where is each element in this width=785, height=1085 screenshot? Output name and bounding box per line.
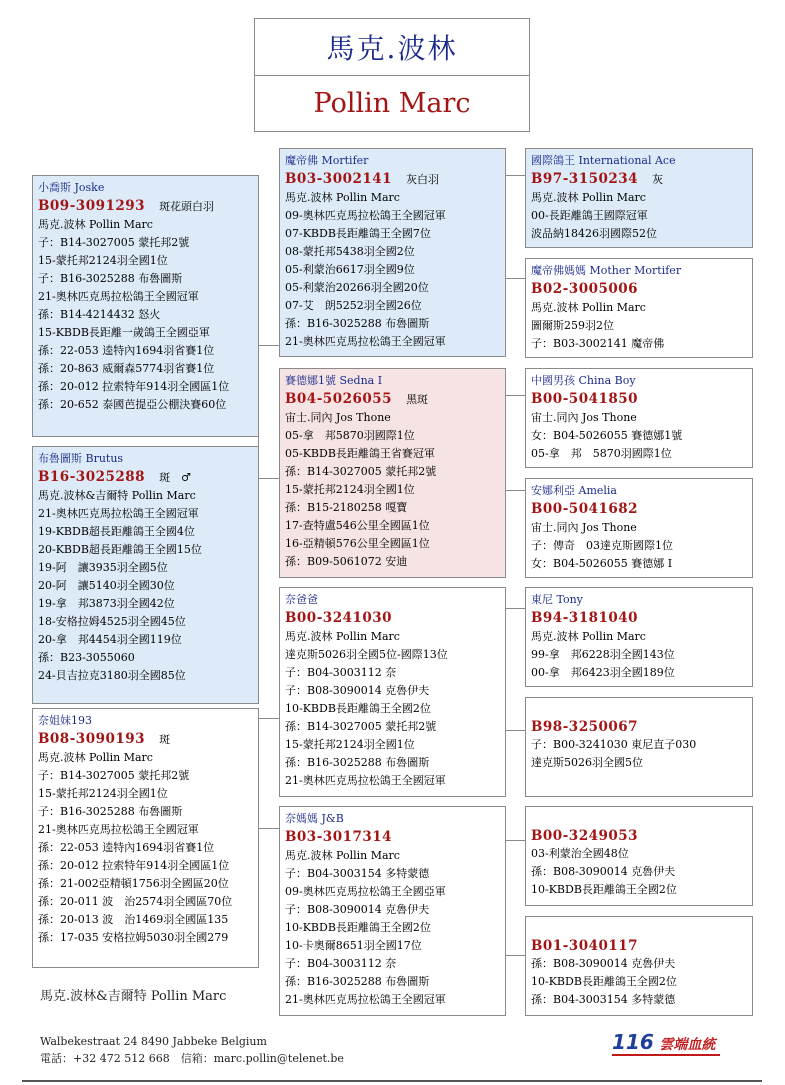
detail-line: 馬克.波林 Pollin Marc (38, 218, 153, 231)
connector (505, 490, 525, 491)
connector (505, 840, 525, 841)
connector (505, 278, 525, 279)
detail-line: 00-拿 邦6423羽全國189位 (531, 666, 675, 679)
detail-line: 子：B04-3003112 奈 (285, 666, 397, 679)
pigeon-details (531, 845, 747, 899)
detail-line: 05-KBDB長距離鴿王省賽冠軍 (285, 447, 435, 460)
pigeon-name: 國際鴿王 International Ace (531, 154, 676, 167)
detail-line: 子：B14-3027005 蒙托邦2號 (38, 236, 190, 249)
pigeon-details (531, 955, 747, 1009)
pigeon-name: 賽德娜1號 Sedna I (285, 374, 383, 387)
detail-line: 子：B16-3025288 布魯圖斯 (38, 272, 183, 285)
footer-rule (22, 1080, 762, 1082)
pigeon-details (285, 189, 500, 351)
detail-line: 15-蒙托邦2124羽全國1位 (38, 254, 168, 267)
pigeon-color: 灰 (652, 173, 664, 186)
pigeon-details (531, 409, 747, 463)
contact-info: 電話：+32 472 512 668 信箱：marc.pollin@telenet.be (40, 1052, 344, 1065)
connector (258, 478, 280, 479)
detail-line: 21-奧林匹克馬拉松鴿王全國冠軍 (285, 774, 446, 787)
detail-line: 05-拿 邦5870羽國際1位 (285, 429, 415, 442)
detail-line: 10-KBDB長距離鴿王全國2位 (531, 975, 677, 988)
detail-line: 馬克.波林 Pollin Marc (38, 751, 153, 764)
ring-number: B00-5041850 (531, 391, 639, 407)
ring-number: B00-5041682 (531, 501, 639, 517)
detail-line: 馬克.波林&吉爾特 Pollin Marc (38, 489, 196, 502)
detail-line: 孫：B15-2180258 嘎寶 (285, 501, 408, 514)
great-grandparent-box (525, 148, 753, 248)
sire-box (32, 175, 259, 437)
pigeon-details (285, 628, 500, 790)
detail-line: 孫：22-053 逵特內1694羽省賽1位 (38, 344, 215, 357)
detail-line: 99-拿 邦6228羽全國143位 (531, 648, 675, 661)
detail-line: 15-蒙托邦2124羽全國1位 (285, 738, 415, 751)
great-grandparent-box (525, 478, 753, 578)
pigeon-color: 斑 ♂ (159, 471, 191, 484)
detail-line: 馬克.波林 Pollin Marc (285, 849, 400, 862)
ring-number: B01-3040117 (531, 938, 639, 954)
pigeon-details (38, 487, 253, 685)
detail-line: 子：B04-3003154 多特蒙德 (285, 867, 430, 880)
pigeon-name: 中國男孩 China Boy (531, 374, 636, 387)
ring-number: B00-3241030 (285, 610, 393, 626)
pigeon-details (38, 749, 253, 947)
granddam-dam-side-box (279, 806, 506, 1016)
owner-name-chinese: 馬克.波林 (255, 19, 529, 76)
detail-line: 孫：20-012 拉索特年914羽全國區1位 (38, 380, 230, 393)
detail-line: 宙士.同內 Jos Thone (531, 411, 637, 424)
sire-of-subject-box (32, 446, 259, 704)
detail-line: 09-奧林匹克馬拉松鴿王全國冠軍 (285, 209, 446, 222)
ring-number: B03-3017314 (285, 829, 393, 845)
detail-line: 10-KBDB長距離鴿王全國2位 (285, 921, 431, 934)
dam-box (32, 708, 259, 968)
owner-signature: 馬克.波林&吉爾特 Pollin Marc (40, 989, 227, 1004)
pedigree-title (254, 18, 530, 132)
ring-number: B98-3250067 (531, 719, 639, 735)
contact-block (40, 1033, 344, 1067)
ring-number: B94-3181040 (531, 610, 639, 626)
detail-line: 圖爾斯259羽2位 (531, 319, 614, 332)
pigeon-name: 奈爸爸 (285, 593, 318, 606)
detail-line: 女：B04-5026055 賽德娜1號 (531, 429, 683, 442)
grandsire-box (279, 148, 506, 357)
detail-line: 子：B08-3090014 克魯伊夫 (285, 903, 430, 916)
ring-number: B16-3025288 斑 ♂ (38, 469, 191, 485)
detail-line: 15-蒙托邦2124羽全國1位 (38, 787, 168, 800)
pigeon-name: 東尼 Tony (531, 593, 583, 606)
pigeon-details (531, 628, 747, 682)
detail-line: 孫：22-053 逵特內1694羽省賽1位 (38, 841, 215, 854)
detail-line: 子：B00-3241030 東尼直子030 (531, 738, 697, 751)
detail-line: 馬克.波林 Pollin Marc (285, 191, 400, 204)
logo-underline (612, 1054, 720, 1056)
ring-number: B02-3005006 (531, 281, 639, 297)
pigeon-name: 魔帝佛 Mortifer (285, 154, 369, 167)
detail-line: 21-奧林匹克馬拉松鴿王全國冠軍 (38, 507, 199, 520)
detail-line: 孫：20-013 波 治1469羽全國區135 (38, 913, 229, 926)
ring-number: B09-3091293 斑花頭白羽 (38, 198, 215, 214)
detail-line: 10-KBDB長距離鴿王全國2位 (531, 883, 677, 896)
detail-line: 00-長距離鴿王國際冠軍 (531, 209, 648, 222)
detail-line: 孫：B14-3027005 蒙托邦2號 (285, 720, 437, 733)
detail-line: 05-拿 邦 5870羽國際1位 (531, 447, 672, 460)
pigeon-color: 斑 (159, 733, 171, 746)
connector (505, 955, 525, 956)
address: Walbekestraat 24 8490 Jabbeke Belgium (40, 1035, 267, 1048)
pigeon-name: 小喬斯 Joske (38, 181, 105, 194)
detail-line: 09-奧林匹克馬拉松鴿王全國亞軍 (285, 885, 446, 898)
connector (258, 828, 280, 829)
detail-line: 孫：20-652 泰國芭提亞公棚決賽60位 (38, 398, 227, 411)
detail-line: 孫：20-011 波 治2574羽全國區70位 (38, 895, 233, 908)
connector (258, 345, 280, 346)
ring-number: B97-3150234 灰 (531, 171, 664, 187)
detail-line: 孫：B14-4214432 怒火 (38, 308, 161, 321)
connector (505, 175, 525, 176)
detail-line: 07-KBDB長距離鴿王全國7位 (285, 227, 431, 240)
detail-line: 07-艾 朗5252羽全國26位 (285, 299, 422, 312)
detail-line: 孫：B08-3090014 克魯伊夫 (531, 957, 676, 970)
detail-line: 孫：B08-3090014 克魯伊夫 (531, 865, 676, 878)
detail-line: 孫：20-012 拉索特年914羽全國區1位 (38, 859, 230, 872)
pigeon-name: 安娜利亞 Amelia (531, 484, 617, 497)
connector (505, 395, 525, 396)
connector (258, 718, 280, 719)
detail-line: 子：B16-3025288 布魯圖斯 (38, 805, 183, 818)
detail-line: 20-KBDB超長距離鴿王全國15位 (38, 543, 202, 556)
great-grandparent-box (525, 258, 753, 358)
detail-line: 馬克.波林 Pollin Marc (285, 630, 400, 643)
ring-number: B04-5026055 黑斑 (285, 391, 429, 407)
great-grandparent-box (525, 697, 753, 797)
detail-line: 21-奧林匹克馬拉松鴿王全國冠軍 (38, 290, 199, 303)
detail-line: 達克斯5026羽全國5位-國際13位 (285, 648, 448, 661)
detail-line: 24-貝吉拉克3180羽全國85位 (38, 669, 186, 682)
detail-line: 21-奧林匹克馬拉松鴿王全國冠軍 (285, 335, 446, 348)
detail-line: 孫：B23-3055060 (38, 651, 135, 664)
detail-line: 19-拿 邦3873羽全國42位 (38, 597, 175, 610)
detail-line: 21-奧林匹克馬拉松鴿王全國冠軍 (285, 993, 446, 1006)
logo-number: 116 (612, 1030, 654, 1054)
detail-line: 子：傳奇 03達克斯國際1位 (531, 539, 673, 552)
detail-line: 波品納18426羽國際52位 (531, 227, 657, 240)
detail-line: 孫：20-863 威爾森5774羽省賽1位 (38, 362, 215, 375)
detail-line: 女：B04-5026055 賽德娜 I (531, 557, 673, 570)
detail-line: 孫：21-002亞精頓1756羽全國區20位 (38, 877, 229, 890)
logo-text: 雲端血統 (659, 1037, 716, 1053)
great-grandparent-box (525, 806, 753, 906)
detail-line: 08-蒙托邦5438羽全國2位 (285, 245, 415, 258)
grandsire-dam-side-box (279, 587, 506, 797)
ring-number: B03-3002141 灰白羽 (285, 171, 440, 187)
detail-line: 孫：17-035 安格拉姆5030羽全國279 (38, 931, 229, 944)
detail-line: 10-卡奧爾8651羽全國17位 (285, 939, 422, 952)
detail-line: 10-KBDB長距離鴿王全國2位 (285, 702, 431, 715)
detail-line: 15-KBDB長距離一歲鴿王全國亞軍 (38, 326, 210, 339)
detail-line: 子：B08-3090014 克魯伊夫 (285, 684, 430, 697)
ring-number: B00-3249053 (531, 828, 639, 844)
detail-line: 孫：B04-3003154 多特蒙德 (531, 993, 676, 1006)
detail-line: 19-KBDB超長距離鴿王全國4位 (38, 525, 195, 538)
detail-line: 19-阿 讓3935羽全國5位 (38, 561, 168, 574)
detail-line: 03-利蒙治全國48位 (531, 847, 629, 860)
detail-line: 馬克.波林 Pollin Marc (531, 301, 646, 314)
connector (505, 730, 525, 731)
ring-number: B08-3090193 斑 (38, 731, 171, 747)
pigeon-color: 灰白羽 (406, 173, 440, 186)
detail-line: 馬克.波林 Pollin Marc (531, 191, 646, 204)
brand-logo (612, 1030, 715, 1054)
detail-line: 15-蒙托邦2124羽全國1位 (285, 483, 415, 496)
detail-line: 20-拿 邦4454羽全國119位 (38, 633, 182, 646)
detail-line: 05-利蒙治20266羽全國20位 (285, 281, 429, 294)
pigeon-color: 黑斑 (406, 393, 429, 406)
owner-name-english: Pollin Marc (313, 88, 471, 119)
pigeon-details (531, 736, 747, 772)
detail-line: 孫：B16-3025288 布魯圖斯 (285, 756, 430, 769)
great-grandparent-box (525, 587, 753, 687)
detail-line: 宙士.同內 Jos Thone (285, 411, 391, 424)
detail-line: 達克斯5026羽全國5位 (531, 756, 643, 769)
great-grandparent-box (525, 916, 753, 1016)
granddam-box (279, 368, 506, 578)
detail-line: 子：B14-3027005 蒙托邦2號 (38, 769, 190, 782)
detail-line: 孫：B16-3025288 布魯圖斯 (285, 317, 430, 330)
connector (505, 608, 525, 609)
detail-line: 20-阿 讓5140羽全國30位 (38, 579, 175, 592)
pigeon-details (531, 299, 747, 353)
great-grandparent-box (525, 368, 753, 468)
detail-line: 18-安格拉姆4525羽全國45位 (38, 615, 186, 628)
pigeon-details (285, 847, 500, 1009)
pigeon-color: 斑花頭白羽 (159, 200, 215, 213)
pigeon-name: 奈姐妹193 (38, 714, 92, 727)
detail-line: 宙士.同內 Jos Thone (531, 521, 637, 534)
pigeon-details (38, 216, 253, 414)
pigeon-details (531, 519, 747, 573)
pigeon-details (285, 409, 500, 571)
detail-line: 孫：B16-3025288 布魯圖斯 (285, 975, 430, 988)
detail-line: 孫：B14-3027005 蒙托邦2號 (285, 465, 437, 478)
pigeon-name: 奈媽媽 J&B (285, 812, 344, 825)
pigeon-name: 布魯圖斯 Brutus (38, 452, 124, 465)
detail-line: 子：B03-3002141 魔帝佛 (531, 337, 665, 350)
detail-line: 孫：B09-5061072 安迪 (285, 555, 408, 568)
detail-line: 馬克.波林 Pollin Marc (531, 630, 646, 643)
detail-line: 05-利蒙治6617羽全國9位 (285, 263, 415, 276)
detail-line: 17-查特盧546公里全國區1位 (285, 519, 430, 532)
detail-line: 16-亞精頓576公里全國區1位 (285, 537, 430, 550)
pigeon-name: 魔帝佛媽媽 Mother Mortifer (531, 264, 682, 277)
detail-line: 子：B04-3003112 奈 (285, 957, 397, 970)
detail-line: 21-奧林匹克馬拉松鴿王全國冠軍 (38, 823, 199, 836)
pigeon-details (531, 189, 747, 243)
